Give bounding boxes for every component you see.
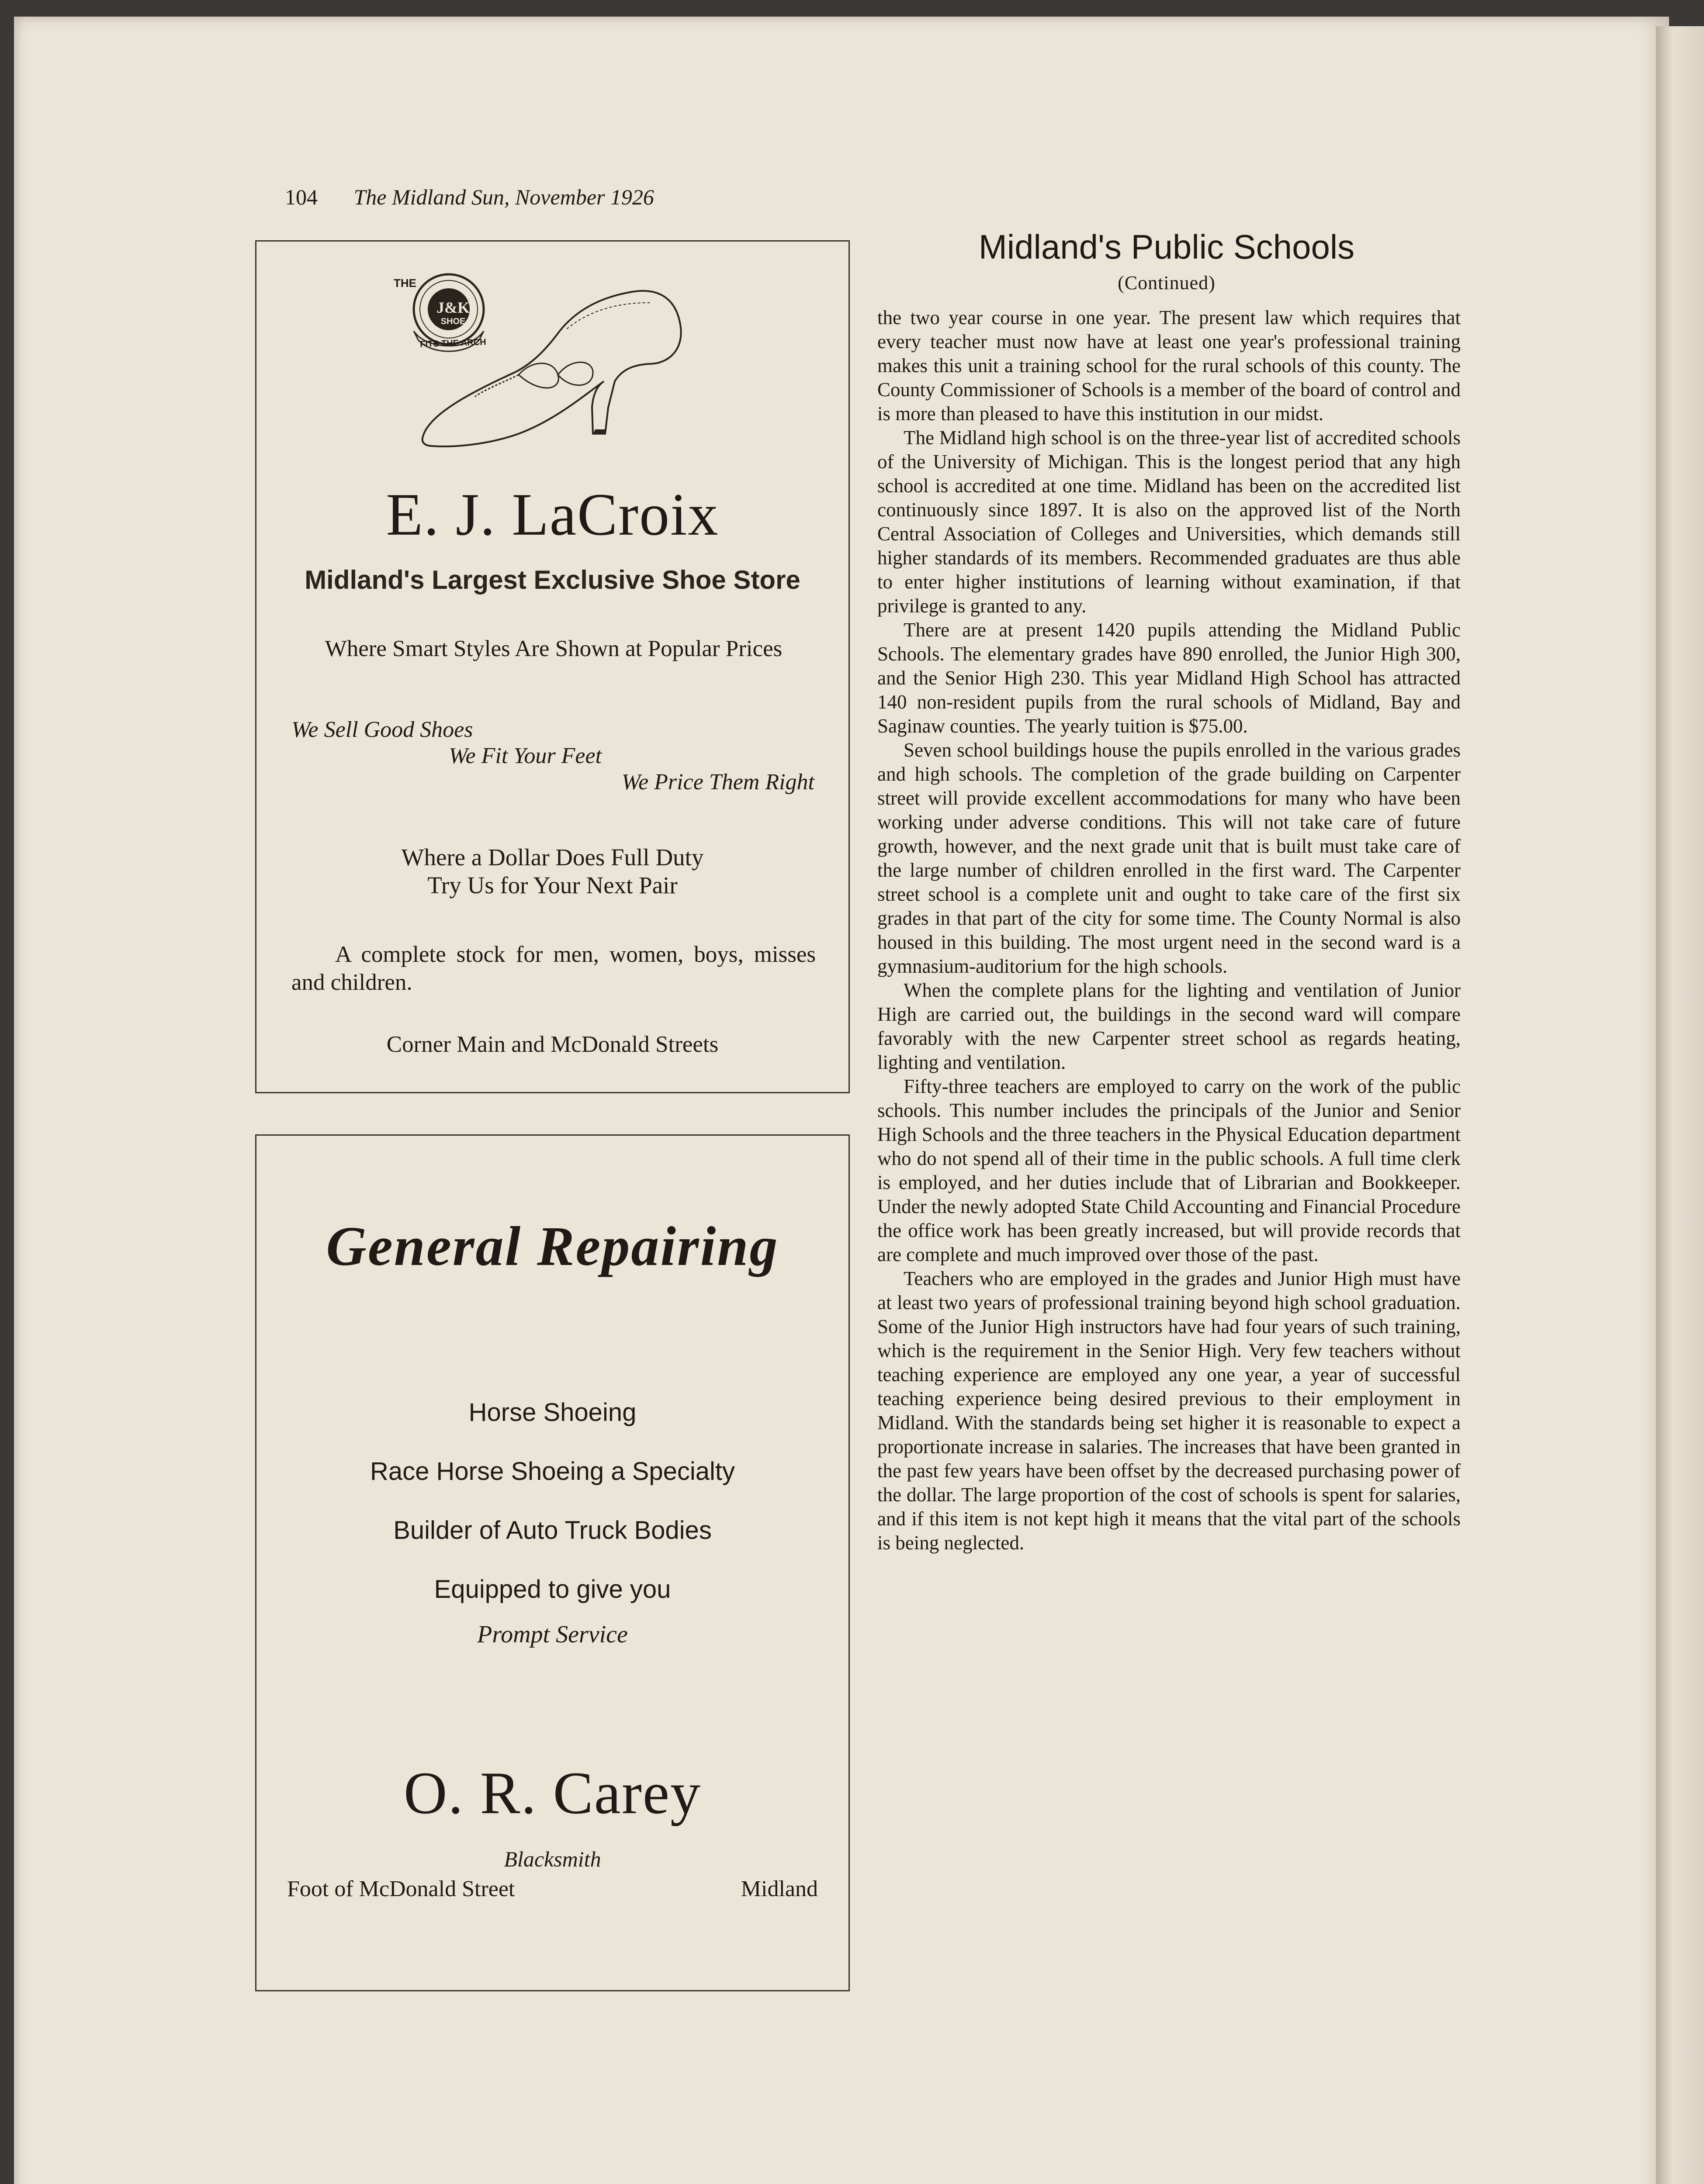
duty-line-1: Where a Dollar Does Full Duty <box>401 844 704 871</box>
carey-advertisement <box>255 1134 850 1991</box>
page-number: 104 <box>285 185 318 209</box>
article-paragraph: Fifty-three teachers are employed to carry on the work of the public schools. This number includes the principals of the Junior and Senior High Schools and the three teachers in the Physical Education department who do not spend all of their time in the public schools. A full time clerk is employed, and her duties include that of Librarian and Bookkeeper. Under the newly adopted State Child Accounting and Financial Procedure the office work has been greatly increased, but will provide records that are complete and much improved over those of the past. <box>877 1075 1461 1265</box>
lacroix-advertisement <box>255 240 850 1093</box>
continued-label: (Continued) <box>1118 272 1216 294</box>
store-name: E. J. LaCroix <box>386 481 719 548</box>
article-paragraph: Seven school buildings house the pupils enrolled in the various grades and high schools. The completion of the grade building on Carpenter street will provide excellent accommodations for many who have been working under adverse conditions. This will not take care of future growth, however, and the next grade unit that is built must take care of the large number of children enrolled in the first ward. The Carpenter street school is a complete unit and ought to take care of the first six grades in that part of the city for some time. The County Normal is also housed in this building. The most urgent need in the second ward is a gymnasium-auditorium for the high schools. <box>877 739 1461 977</box>
duty-line-2: Try Us for Your Next Pair <box>427 872 678 898</box>
article-title: Midland's Public Schools <box>978 228 1355 266</box>
service-line-1: Horse Shoeing <box>468 1398 637 1427</box>
badge-shoe-text: SHOE <box>440 317 466 326</box>
article-paragraph: When the complete plans for the lighting and ventilation of Junior High are carried out, the buildings in the second ward will compare favorably with the new Carpenter street school as regards heating, lighting and ventilation. <box>877 979 1461 1073</box>
badge-top-text: THE <box>394 276 416 290</box>
store-subtitle: Midland's Largest Exclusive Shoe Store <box>305 565 800 594</box>
slogan-line-2: We Fit Your Feet <box>449 743 602 768</box>
blacksmith-town: Midland <box>741 1876 818 1901</box>
slogan-line-1: We Sell Good Shoes <box>291 717 473 742</box>
service-line-4: Equipped to give you <box>434 1575 671 1603</box>
article-paragraph: The Midland high school is on the three-year list of accredited schools of the University of Michigan. This is the longest period that any high school is accredited at one time. Midland has been on the accredited list continuously since 1897. It is also on the approved list of the North Central Association of Colleges and Universities, which demands still higher standards of its members. Recommended graduates are thus able to enter higher institutions of learning without examination, if that privilege is granted to any. <box>877 427 1461 617</box>
next-page-edge <box>1656 26 1704 2184</box>
service-line-2: Race Horse Shoeing a Specialty <box>370 1457 735 1486</box>
article-paragraph: There are at present 1420 pupils attending the Midland Public Schools. The elementary grades have 890 enrolled, the Junior High 300, and the Senior High 230. This year Midland High School has attracted 140 non-resident pupils from the rural schools of Midland, Bay and Saginaw counties. The yearly tuition is $75.00. <box>877 619 1461 737</box>
running-head <box>285 184 897 210</box>
article-body <box>877 306 1461 1555</box>
repairing-headline: General Repairing <box>326 1215 779 1277</box>
prompt-service: Prompt Service <box>477 1621 628 1648</box>
slogan-line-3: We Price Them Right <box>621 770 814 795</box>
badge-banner-text: FITS THE ARCH <box>419 337 487 349</box>
stock-statement: A complete stock for men, women, boys, misses and children. <box>291 942 816 995</box>
article-paragraph: Teachers who are employed in the grades and Junior High must have at least two years of professional training beyond high school graduation. Some of the Junior High instructors have had four years of such training, which is the requirement in the Senior High. Very few teachers without teaching experience are employed any one year, a year of successful teaching experience being desired previous to their employment in Midland. With the standards being set higher it is reasonable to expect a proportionate increase in salaries. The increases that have been granted in the past few years have been offset by the decreased purchasing power of the dollar. The large proportion of the cost of schools is spent for salaries, and if this item is not kept high it means that the vital part of the schools is being neglected. <box>877 1268 1461 1554</box>
blacksmith-name: O. R. Carey <box>403 1759 702 1826</box>
publication-title: The Midland Sun, November 1926 <box>353 185 654 209</box>
blacksmith-address: Foot of McDonald Street <box>287 1876 515 1901</box>
styles-tagline: Where Smart Styles Are Shown at Popular Prices <box>325 636 783 661</box>
service-line-3: Builder of Auto Truck Bodies <box>393 1516 712 1545</box>
trade-label: Blacksmith <box>504 1847 601 1871</box>
article-paragraph: the two year course in one year. The present law which requires that every teacher must now have at least one year's professional training makes this unit a training school for the rural schools of this county. The County Commissioner of Schools is a member of the board of control and is more than pleased to have this institution in our midst. <box>877 307 1461 425</box>
badge-mark-text: J&K <box>436 299 470 316</box>
store-address: Corner Main and McDonald Streets <box>386 1032 719 1057</box>
